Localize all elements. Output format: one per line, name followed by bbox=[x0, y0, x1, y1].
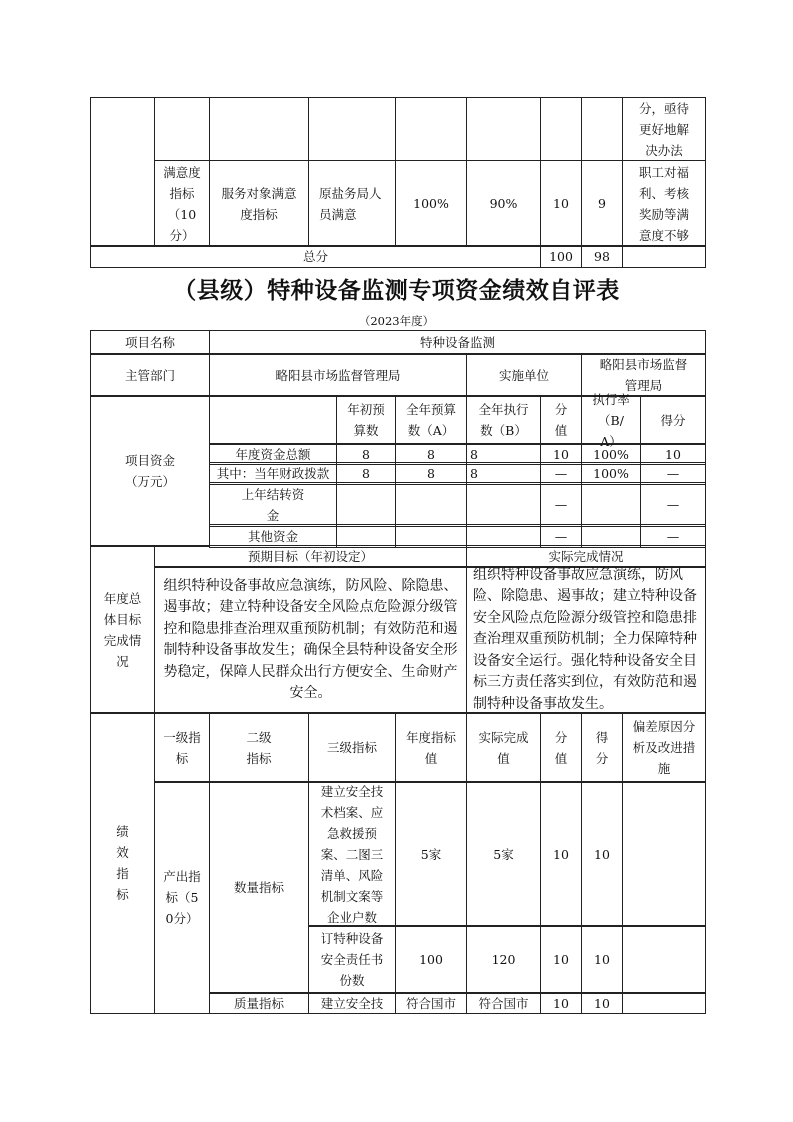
prev-deviation-cell bbox=[622, 97, 706, 161]
indicators-label-text: 绩效指标 bbox=[116, 824, 129, 902]
indicator-target-text: 符合国市 bbox=[405, 995, 456, 1011]
funds-score-text: 10 bbox=[665, 446, 681, 462]
impl-label-text: 实施单位 bbox=[498, 367, 549, 383]
indicator-target-text: 100 bbox=[419, 952, 443, 967]
indicator-weight-text: 10 bbox=[553, 995, 569, 1011]
funds-weight-text: — bbox=[554, 528, 568, 544]
indicator-actual bbox=[466, 781, 541, 927]
funds-row-name-text: 上年结转资金 bbox=[241, 486, 305, 523]
indicator-weight-text: 10 bbox=[553, 846, 569, 862]
indicator-target bbox=[395, 925, 467, 994]
funds-header bbox=[466, 395, 541, 445]
prev-cell bbox=[154, 97, 210, 161]
funds-header bbox=[540, 395, 582, 445]
indicator-target-text: 5家 bbox=[420, 846, 442, 862]
funds-budget-text: 8 bbox=[427, 466, 435, 481]
funds-row-name-text: 年度资金总额 bbox=[235, 446, 311, 462]
indicator-weight bbox=[540, 925, 582, 994]
prev-cell bbox=[308, 97, 396, 161]
funds-score-text: — bbox=[666, 528, 680, 544]
actual-goal-text bbox=[466, 566, 706, 714]
impl-label bbox=[466, 353, 582, 397]
dept-label bbox=[90, 353, 210, 397]
indicator-actual bbox=[466, 925, 541, 994]
indicator-level3 bbox=[308, 992, 396, 1014]
actual-goal-label-text: 实际完成情况 bbox=[548, 549, 624, 564]
deviation-cell bbox=[622, 160, 706, 247]
indicator-level3-text: 建立安全技 bbox=[320, 995, 384, 1011]
level1-cell bbox=[154, 160, 210, 247]
funds-initial-text: 8 bbox=[362, 466, 370, 481]
funds-row-name-text: 其中：当年财政拨款 bbox=[216, 466, 330, 481]
deviation-cell-text: 职工对福利、考核奖励等满意度不够 bbox=[638, 164, 689, 243]
indicator-header-text: 得分 bbox=[595, 729, 609, 766]
indicator-deviation bbox=[622, 925, 706, 994]
funds-header-text: 分值 bbox=[554, 402, 568, 438]
prev-cell bbox=[581, 97, 623, 161]
indicator-weight bbox=[540, 992, 582, 1014]
indicator-actual-text: 120 bbox=[491, 952, 516, 967]
expected-goal-label bbox=[154, 545, 467, 568]
prev-cell bbox=[395, 97, 467, 161]
indicator-header-text: 三级指标 bbox=[326, 740, 377, 755]
indicator-score-text: 10 bbox=[594, 952, 610, 967]
funds-executed-text: 8 bbox=[470, 466, 478, 481]
level2-cell bbox=[209, 160, 309, 247]
total-weight bbox=[540, 245, 582, 268]
funds-header bbox=[581, 391, 641, 449]
indicator-header-text: 二级指标 bbox=[246, 729, 272, 766]
expected-goal-text bbox=[154, 566, 467, 714]
funds-header bbox=[336, 395, 396, 445]
score-cell bbox=[581, 160, 623, 247]
indicator-level3 bbox=[308, 781, 396, 927]
expected-goal-label-text: 预期目标（年初设定） bbox=[247, 549, 373, 564]
funds-header-text: 全年预算数（A） bbox=[405, 402, 456, 438]
actual-cell bbox=[466, 160, 541, 247]
goals-label bbox=[90, 545, 155, 714]
total-label bbox=[90, 245, 541, 268]
indicator-deviation bbox=[622, 992, 706, 1014]
funds-row-name-text: 其他资金 bbox=[247, 528, 298, 544]
indicator-header bbox=[466, 712, 541, 783]
weight-cell bbox=[540, 160, 582, 247]
funds-header-blank bbox=[209, 395, 337, 445]
indicator-weight-text: 10 bbox=[553, 952, 569, 967]
level1-cell-text: 满意度指标（10分） bbox=[163, 164, 201, 243]
target-cell bbox=[395, 160, 467, 247]
indicator-header bbox=[308, 712, 396, 783]
funds-rate bbox=[581, 482, 641, 527]
indicator-actual bbox=[466, 992, 541, 1014]
funds-score bbox=[640, 482, 706, 527]
funds-weight-text: — bbox=[554, 466, 568, 481]
indicator-weight bbox=[540, 781, 582, 927]
impl-value-text: 略阳县市场监督管理局 bbox=[599, 357, 688, 393]
funds-weight-text: — bbox=[554, 497, 568, 512]
score-cell-text: 9 bbox=[598, 196, 606, 211]
prev-cell bbox=[209, 97, 309, 161]
indicator-level3-text: 建立安全技术档案、应急救援预案、二图三清单、风险机制文案等企业户数 bbox=[320, 783, 384, 925]
output-indicator-label bbox=[154, 781, 210, 1014]
indicator-header bbox=[581, 712, 623, 783]
indicator-header-text: 偏差原因分析及改进措施 bbox=[632, 719, 696, 776]
quantity-indicator-label-text: 数量指标 bbox=[233, 880, 284, 895]
project-name-label-text: 项目名称 bbox=[124, 335, 175, 350]
indicator-actual-text: 5家 bbox=[493, 846, 514, 862]
document-year: （2023年度） bbox=[358, 314, 435, 328]
output-indicator-label-text: 产出指标（50分） bbox=[163, 869, 201, 926]
quantity-indicator-label bbox=[209, 781, 309, 994]
document-title: （县级）特种设备监测专项资金绩效自评表 bbox=[173, 278, 620, 304]
total-score-text: 98 bbox=[594, 249, 610, 264]
dept-value-text: 略阳县市场监督管理局 bbox=[275, 367, 401, 383]
funds-rate-text: 100% bbox=[593, 466, 629, 481]
funds-row-name bbox=[209, 482, 337, 527]
level3-cell bbox=[308, 160, 396, 247]
indicator-target bbox=[395, 781, 467, 927]
level2-cell-text: 服务对象满意度指标 bbox=[221, 185, 297, 222]
indicator-header-text: 一级指标 bbox=[163, 729, 201, 766]
funds-header-text: 年初预算数 bbox=[347, 402, 385, 438]
funds-header-text: 全年执行数（B） bbox=[478, 402, 529, 438]
prev-cell bbox=[540, 97, 582, 161]
indicator-deviation bbox=[622, 781, 706, 927]
total-deviation bbox=[622, 245, 706, 268]
weight-cell-text: 10 bbox=[553, 196, 569, 211]
prev-deviation-cell-text: 分，亟待更好地解决办法 bbox=[638, 100, 689, 158]
funds-header-text: 执行率（B/A） bbox=[592, 391, 630, 449]
prev-blank-cell bbox=[90, 97, 155, 247]
indicator-score bbox=[581, 992, 623, 1014]
indicator-header bbox=[540, 712, 582, 783]
actual-goal-text-text: 组织特种设备事故应急演练，防风险、除隐患、遏事故；建立特种设备安全风险点危险源分级管控和隐患排查治理双重预防机制；全力保障特种设备安全运行。强化特种设备安全目标三方责任落实到位，有效防范和遏制特种设备事故发生。 bbox=[473, 566, 697, 712]
funds-weight-text: 10 bbox=[553, 446, 569, 462]
indicator-header bbox=[622, 712, 706, 783]
indicator-header bbox=[395, 712, 467, 783]
indicator-level3 bbox=[308, 925, 396, 994]
project-name-value bbox=[209, 330, 706, 355]
funds-initial-text: 8 bbox=[362, 446, 370, 462]
indicator-score bbox=[581, 925, 623, 994]
indicator-header bbox=[154, 712, 210, 783]
funds-header bbox=[395, 395, 467, 445]
funds-header-text: 得分 bbox=[660, 412, 686, 428]
funds-executed bbox=[466, 482, 541, 527]
level3-cell-text: 原盐务局人员满意 bbox=[319, 185, 382, 222]
funds-label bbox=[90, 395, 210, 547]
indicators-label bbox=[90, 712, 155, 1014]
funds-score-text: — bbox=[666, 497, 680, 512]
dept-value bbox=[209, 353, 467, 397]
total-score bbox=[581, 245, 623, 268]
total-label-text: 总分 bbox=[302, 249, 328, 264]
indicator-score bbox=[581, 781, 623, 927]
target-cell-text: 100% bbox=[413, 196, 449, 211]
funds-budget-text: 8 bbox=[427, 446, 435, 462]
project-name-value-text: 特种设备监测 bbox=[419, 335, 495, 350]
goals-label-text: 年度总体目标完成情况 bbox=[103, 590, 142, 669]
funds-label-text: 项目资金（万元） bbox=[124, 453, 175, 489]
actual-cell-text: 90% bbox=[489, 196, 518, 211]
quality-indicator-label-text: 质量指标 bbox=[233, 995, 284, 1011]
funds-initial bbox=[336, 482, 396, 527]
indicator-header-text: 分值 bbox=[554, 729, 568, 766]
indicator-actual-text: 符合国市 bbox=[478, 995, 529, 1011]
expected-goal-text-text: 组织特种设备事故应急演练，防风险、除隐患、遏事故；建立特种设备安全风险点危险源分级管控和隐患排查治理双重预防机制；有效防范和遏制特种设备事故发生；确保全县特种设备安全形势稳定，保障人民群众出行方便安全、生命财产安全。 bbox=[163, 577, 458, 701]
funds-executed-text: 8 bbox=[470, 446, 478, 462]
dept-label-text: 主管部门 bbox=[124, 367, 175, 383]
indicator-header-text: 年度指标值 bbox=[405, 729, 456, 766]
funds-budget bbox=[395, 482, 467, 527]
quality-indicator-label bbox=[209, 992, 309, 1014]
indicator-header-text: 实际完成值 bbox=[478, 729, 529, 766]
indicator-score-text: 10 bbox=[594, 846, 610, 862]
funds-score-text: — bbox=[666, 466, 680, 481]
indicator-level3-text: 订特种设备安全责任书份数 bbox=[320, 931, 384, 988]
indicator-score-text: 10 bbox=[594, 995, 610, 1011]
funds-rate-text: 100% bbox=[593, 446, 629, 462]
project-name-label bbox=[90, 330, 210, 355]
prev-cell bbox=[466, 97, 541, 161]
indicator-target bbox=[395, 992, 467, 1014]
total-weight-text: 100 bbox=[549, 249, 573, 264]
funds-weight bbox=[540, 482, 582, 527]
indicator-header bbox=[209, 712, 309, 783]
funds-header bbox=[640, 395, 706, 445]
